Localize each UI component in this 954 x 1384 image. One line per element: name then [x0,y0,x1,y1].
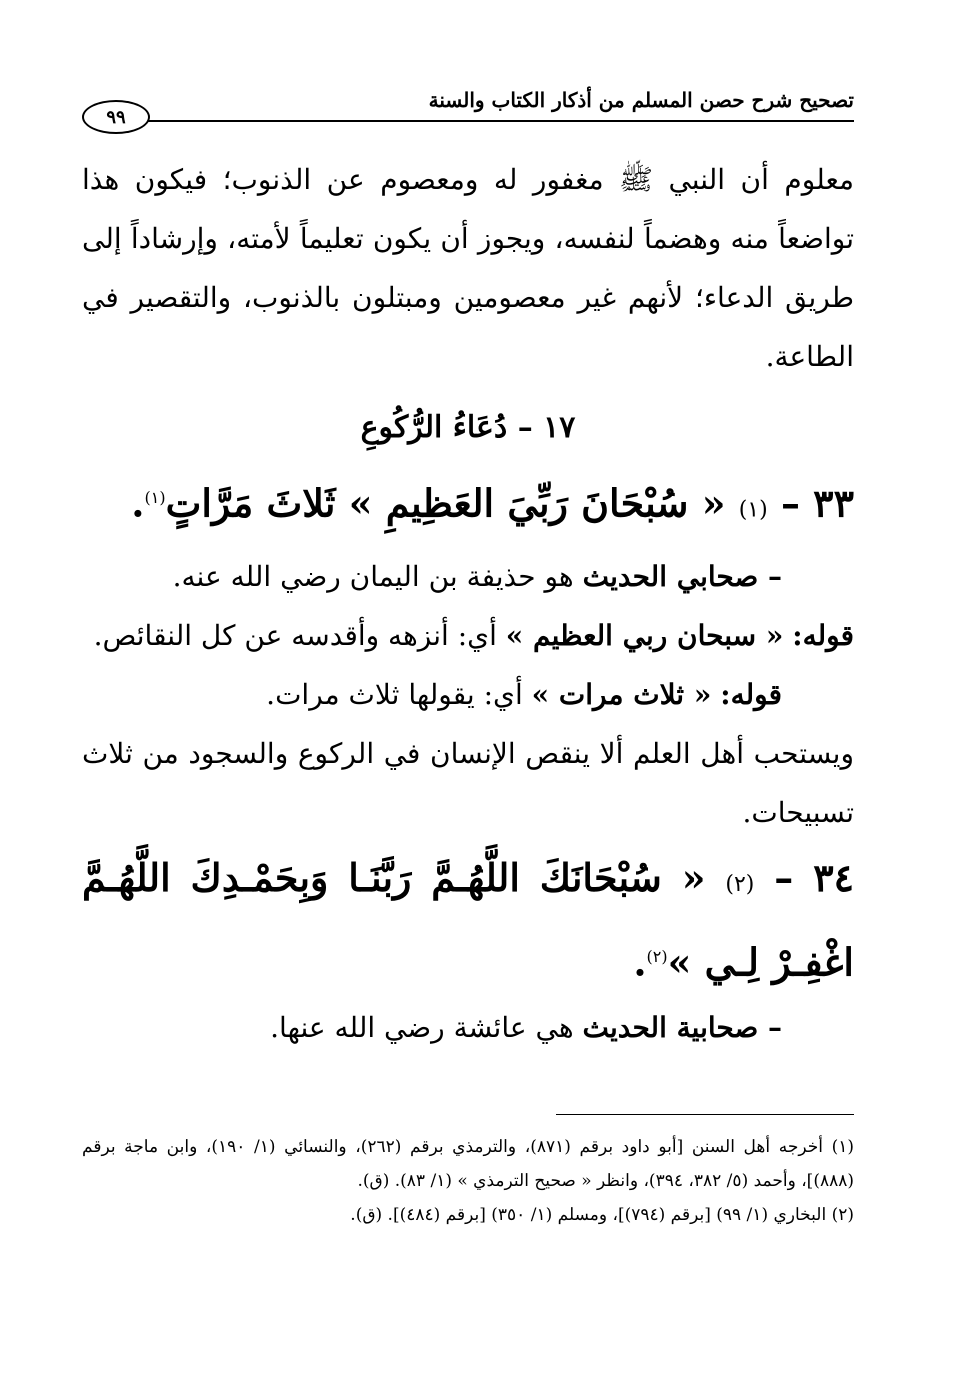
header-rule [134,120,854,122]
hadith-end: . [131,480,145,526]
explanation-quote: « سبحان ربي العظيم » [505,618,784,652]
explanation-label: قوله: [720,677,782,711]
footnote-mark: (٢) [646,946,668,966]
hadith-end: . [633,939,647,985]
hadith-number: ٣٣ – [780,480,854,526]
footnote-separator [556,1114,854,1115]
explanation-text: أي: يقولها ثلاث مرات. [266,677,523,711]
intro-paragraph: معلوم أن النبي ﷺ مغفور له ومعصوم عن الذنوب؛ فيكون هذا تواضعاً منه وهضماً لنفسه، ويجوز أن يكون تعليماً لأمته، وإرشاداً إلى طريق الدعاء؛ لأنهم غير معصومين ومبتلون بالذنوب، والتقصير في الطاعة. [82,163,854,373]
narrator-33 [82,547,854,606]
narrator-text: هي عائشة رضي الله عنها. [270,1011,574,1045]
explanation-2 [82,665,854,724]
chapter-heading: ١٧ – دُعَاءُ الرُّكُوعِ [360,410,576,445]
hadith-ref: (١) [738,497,768,523]
explanation-label: قوله: [792,618,854,652]
explanation-text: أي: أنزهه وأقدسه عن كل النقائص. [93,618,497,652]
page-number: ٩٩ [82,100,150,134]
hadith-text: « سُبْحَانَ رَبِّيَ العَظِيمِ » ثَلاثَ مَرَّاتٍ [165,480,726,526]
hadith-34 [82,842,854,999]
hadith-number: ٣٤ – [774,854,855,900]
hadith-text: « سُبْحَانَكَ اللَّهُـمَّ رَبَّنَـا وَبِحَمْـدِكَ اللَّهُـمَّ اغْفِـرْ لِـي » [82,854,854,985]
running-header [82,86,854,126]
narrator-label: – صحابي الحديث [582,559,782,593]
footnote-2: (٢) البخاري (١/ ٩٩) [برقم (٧٩٤)]، ومسلم (١/ ٣٥٠) [برقم (٤٨٤)]. (ق). [350,1205,854,1225]
narrator-label: – صحابية الحديث [582,1011,782,1045]
hadith-33 [82,462,854,547]
narrator-text: هو حذيفة بن اليمان رضي الله عنه. [172,559,574,593]
footnote-mark: (١) [144,488,166,507]
narrator-34 [82,998,854,1057]
hadith-ref: (٢) [725,871,755,897]
main-text [82,150,854,1057]
explanation-1 [82,606,854,665]
footnotes [82,1130,854,1232]
recommendation-paragraph: ويستحب أهل العلم ألا ينقص الإنسان في الركوع والسجود من ثلاث تسبيحات. [82,736,854,829]
header-title: تصحيح شرح حصن المسلم من أذكار الكتاب والسنة [428,88,854,112]
explanation-quote: « ثلاث مرات » [531,677,712,711]
footnote-1: (١) أخرجه أهل السنن [أبو داود برقم (٨٧١)، والترمذي برقم (٢٦٢)، والنسائي (١/ ١٩٠)، وابن ماجة برقم (٨٨٨)]، وأحمد (٥/ ٣٨٢، ٣٩٤)، وانظر « صحيح الترمذي » (١/ ٨٣). (ق). [82,1137,854,1191]
